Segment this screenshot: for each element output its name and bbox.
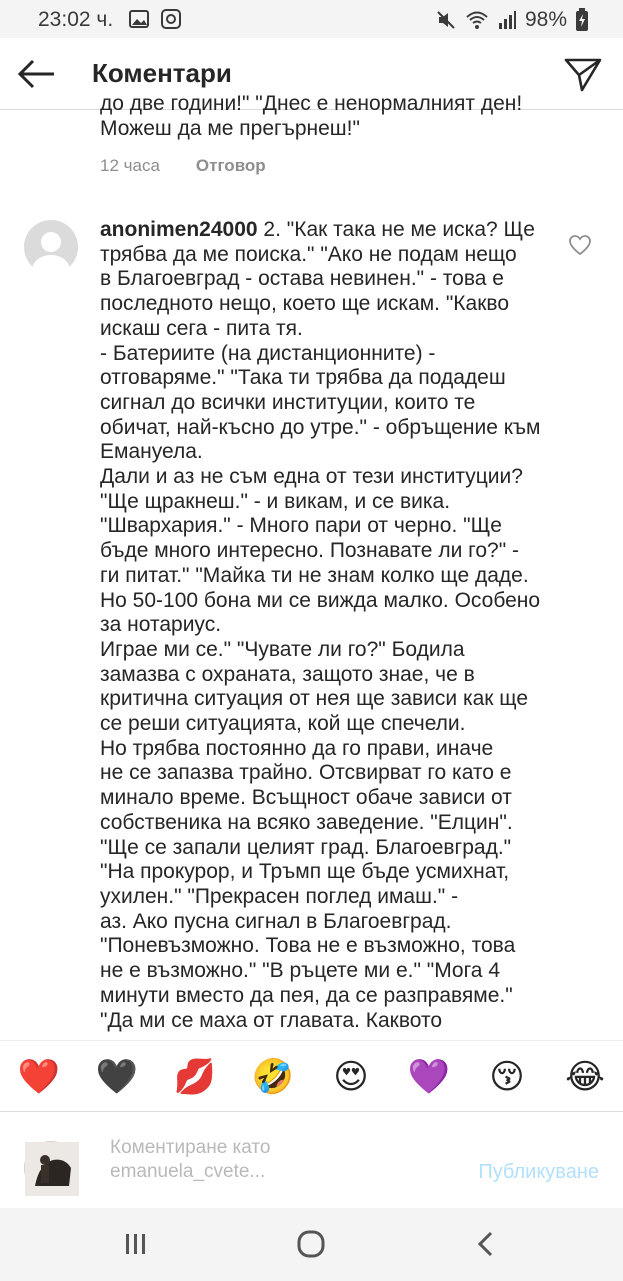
emoji-red-heart[interactable]: ❤️ — [17, 1057, 61, 1097]
back-button[interactable] — [14, 54, 58, 94]
emoji-heart-eyes[interactable]: 😍 — [333, 1057, 369, 1097]
system-nav-bar — [0, 1208, 623, 1281]
battery-percent: 98% — [524, 8, 567, 31]
heart-outline-icon[interactable] — [568, 234, 592, 256]
system-back-button[interactable] — [464, 1226, 508, 1262]
comment-time: 12 часа — [100, 156, 160, 175]
commenter-avatar[interactable] — [24, 220, 78, 274]
home-button[interactable] — [289, 1226, 333, 1262]
user-avatar — [24, 1141, 78, 1195]
comment-input[interactable]: Коментиране като emanuela_cvete... — [110, 1137, 271, 1182]
emoji-bar — [0, 1040, 623, 1112]
home-icon — [296, 1229, 326, 1259]
avatar-photo-icon — [25, 1142, 79, 1196]
comment-username[interactable]: anonimen24000 — [100, 218, 258, 241]
emoji-kissing-closed-eyes[interactable]: 😚 — [489, 1057, 525, 1097]
comments-list[interactable] — [0, 92, 623, 1040]
back-chevron-icon — [475, 1230, 497, 1258]
previous-comment-meta — [100, 156, 266, 176]
emoji-purple-heart[interactable]: 💜 — [407, 1057, 451, 1097]
status-time: 23:02 ч. — [38, 8, 114, 31]
battery-icon — [575, 8, 589, 32]
page-title: Коментари — [92, 58, 232, 88]
status-bar — [0, 0, 623, 38]
app-icon — [160, 8, 182, 30]
comment-text: 2. "Как така не ме иска? Ще трябва да ме поиска." "Ако не подам нещо в Благоевград - остава невинен." - това е последното нещо, което ще искам. "Какво искаш сега - пита тя. - Батериите (на дистанционните) - отговаряме." "Така ти трябва да подадеш сигнал до всички институции, които те обичат, най-късно до утре." - обръщение към Емануела. Дали и аз не съм една от тези институции? "Ще щракнеш." - и викам, и се вика. "Швархария." - Много пари от черно. "Ще бъде много интересно. Познавате ли го?" - ги питат." "Майка ти не знам колко ще даде. Но 50-100 бона ми се вижда малко. Особено за нотариус. Играе ми се." "Чувате ли го?" Бодила замазва с охраната, защото знае, че в критична ситуация от нея ще зависи как ще се реши ситуацията, кой ще спечели. Но трябва постоянно да го прави, иначе не се запазва трайно. Отсвирват го като е минало време. Всъщност обаче зависи от собственика на всяко заведение. "Елцин". "Ще се запали целият град. Благоевград." "На прокурор, и Тръмп ще бъде усмихнат, ухилен." "Прекрасен поглед имаш." - аз. Ако пусна сигнал в Благоевград. "Поневъзможно. Това не е възможно, това не е възможно." "В ръцете ми е." "Мога 4 минути вместо да пея, да се разправяме." "Да ми се маха от главата. Каквото — [100, 218, 541, 1032]
status-left-icons — [128, 8, 182, 30]
wifi-icon — [465, 9, 489, 31]
emoji-kiss-mark[interactable]: 💋 — [173, 1057, 217, 1097]
recents-icon — [122, 1232, 150, 1256]
status-right — [435, 8, 589, 32]
emoji-black-heart[interactable]: 🖤 — [95, 1057, 139, 1097]
mute-icon — [435, 9, 457, 31]
emoji-rolling-laughing[interactable]: 🤣 — [251, 1057, 295, 1097]
share-button[interactable] — [561, 52, 605, 96]
previous-comment-text: до две години!" "Днес е ненормалният ден! Можеш да ме прегърнеш!" — [100, 92, 523, 140]
paper-plane-icon — [564, 56, 602, 92]
signal-icon — [497, 9, 517, 31]
emoji-tears-of-joy[interactable]: 😂 — [565, 1057, 605, 1097]
reply-button[interactable]: Отговор — [195, 156, 266, 175]
comment-composer — [0, 1112, 623, 1208]
publish-button[interactable]: Публикуване — [478, 1161, 599, 1183]
arrow-left-icon — [16, 59, 56, 89]
comment — [100, 218, 560, 1033]
recents-button[interactable] — [114, 1226, 158, 1262]
image-icon — [128, 8, 150, 30]
